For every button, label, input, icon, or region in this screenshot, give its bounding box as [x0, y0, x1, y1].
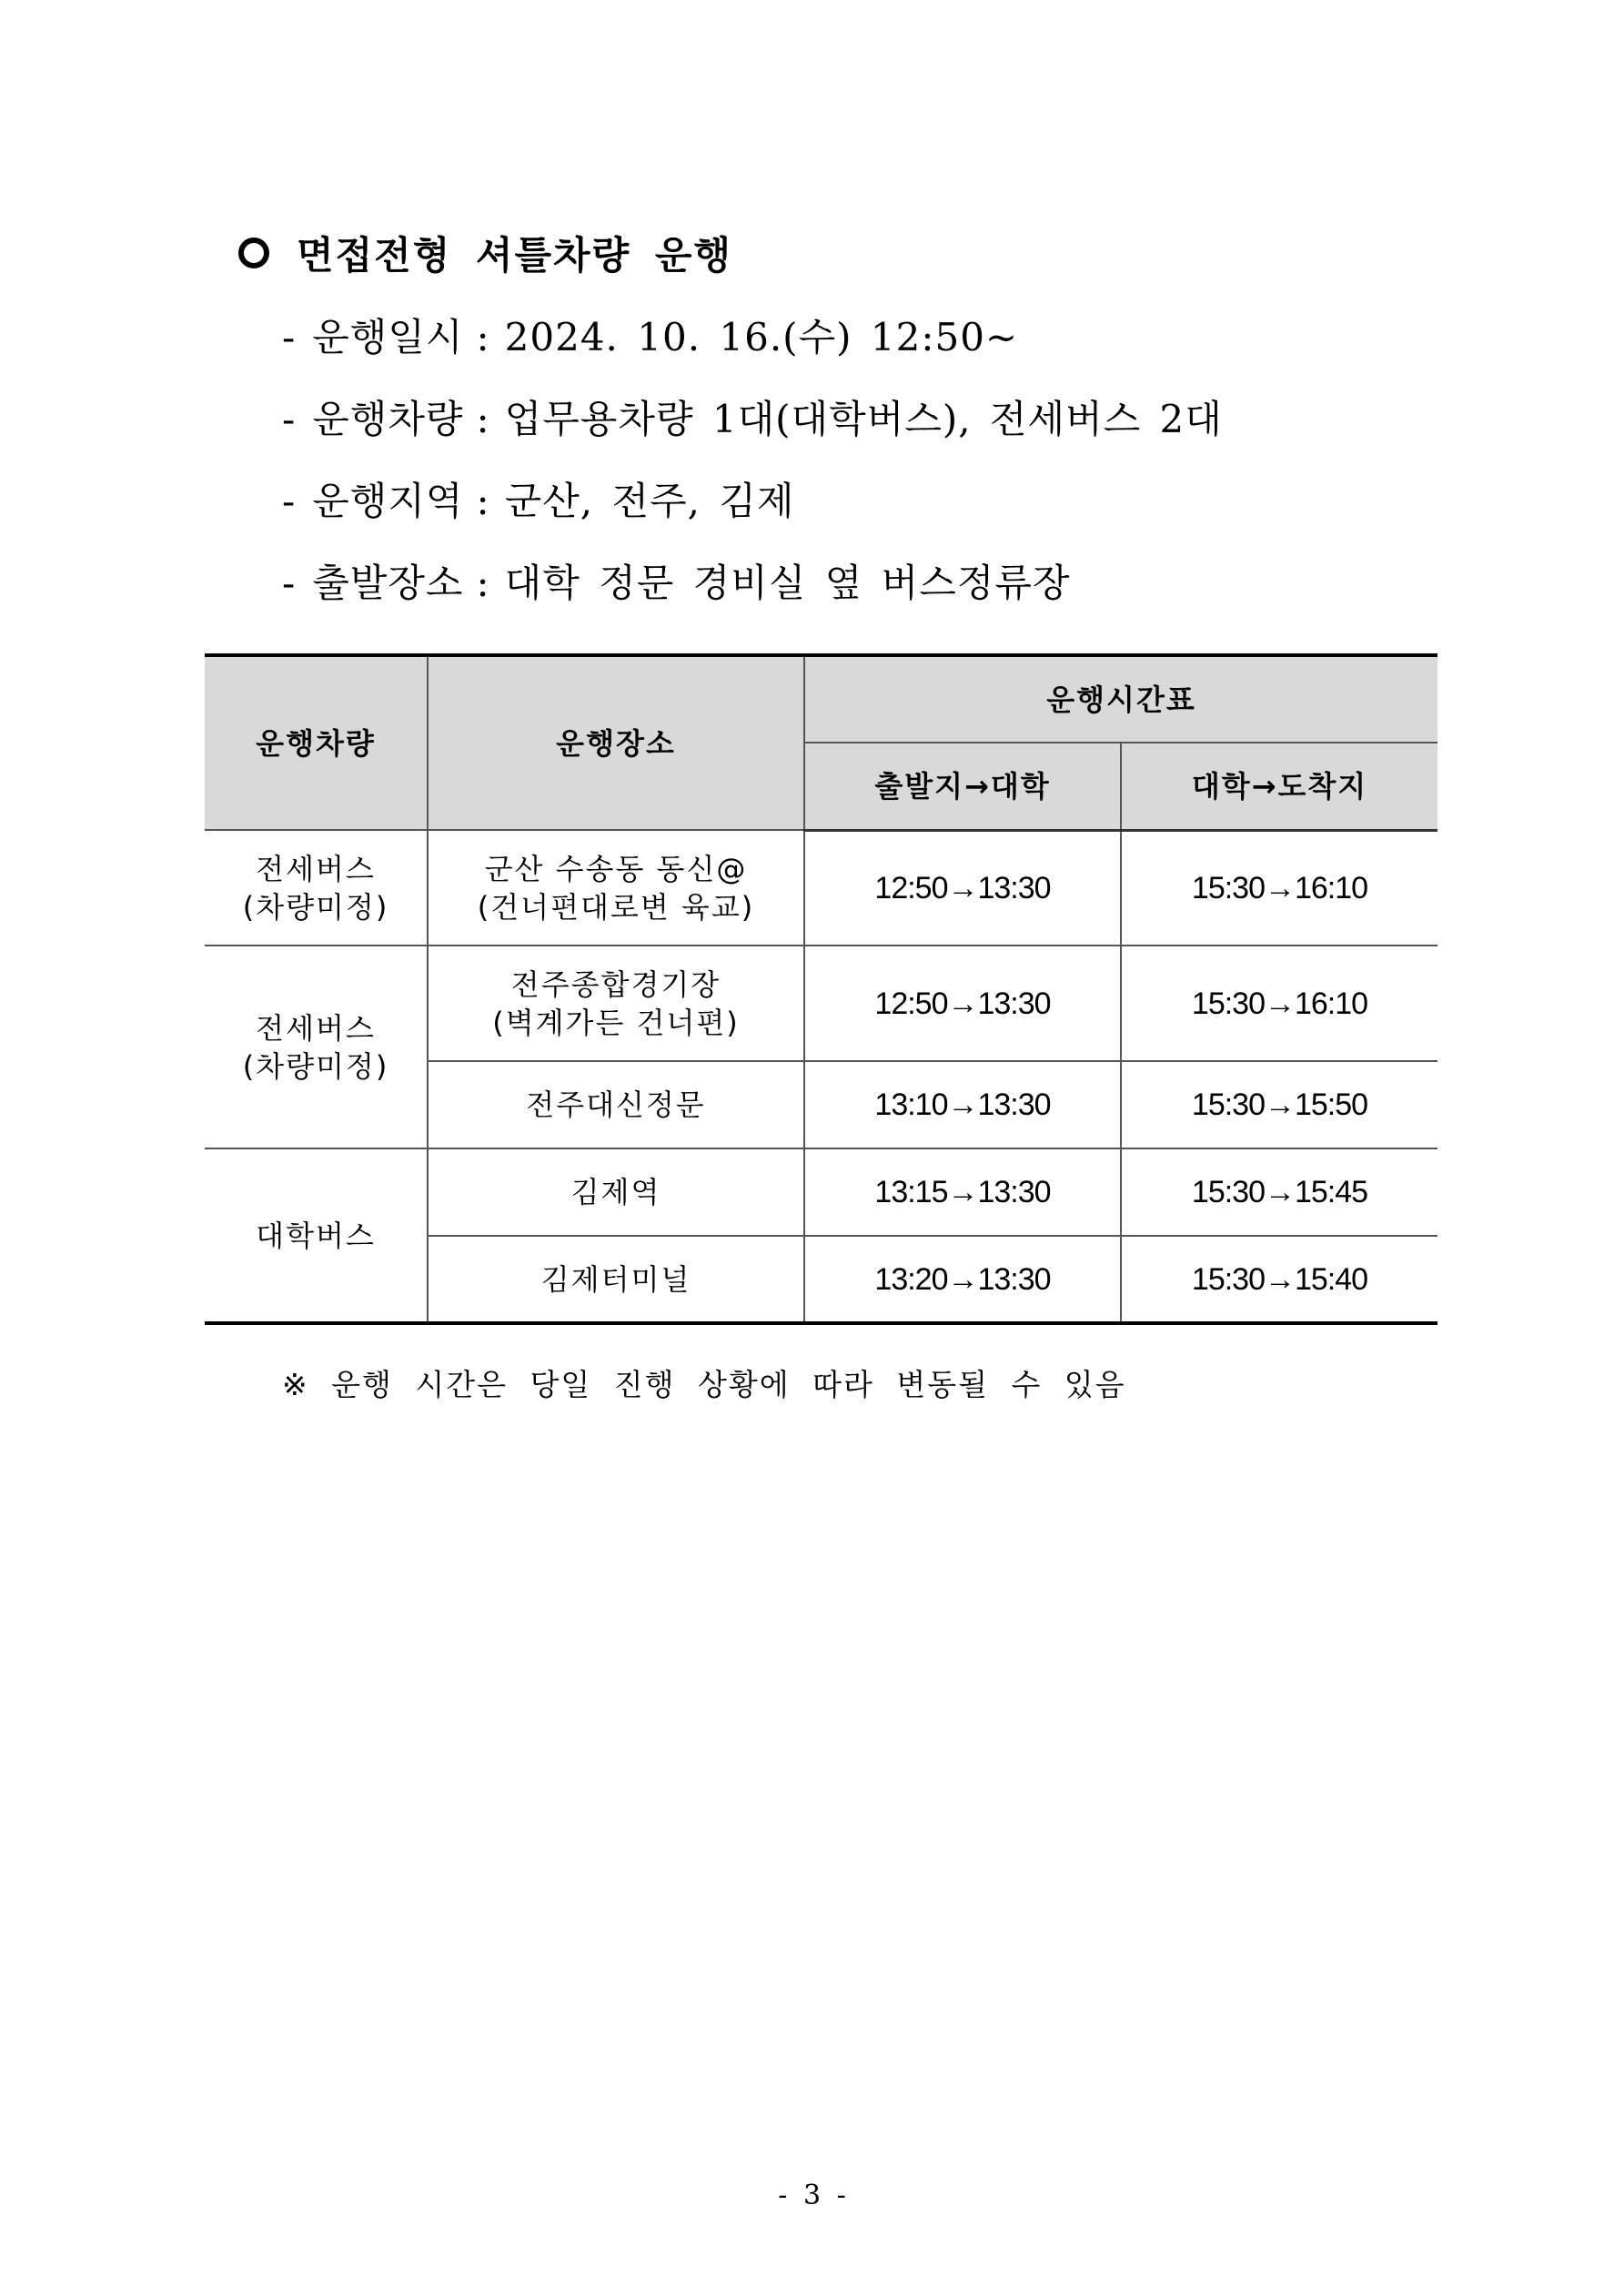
section-heading-text: 면접전형 셔틀차량 운행: [297, 233, 732, 278]
circle-bullet-icon: [238, 238, 269, 268]
detail-line-datetime: - 운행일시 : 2024. 10. 16.(수) 12:50~: [282, 315, 1019, 359]
detail-line-departure: - 출발장소 : 대학 정문 경비실 옆 버스정류장: [282, 561, 1071, 605]
header-place: 운행장소: [428, 655, 804, 830]
table-row: [205, 1148, 1437, 1236]
page-number: - 3 -: [778, 2180, 846, 2211]
place-cell: 김제역: [428, 1148, 804, 1236]
inbound-time-cell: 15:30→15:40: [1121, 1236, 1437, 1323]
section-heading: [238, 226, 732, 280]
inbound-time-cell: 15:30→16:10: [1121, 946, 1437, 1061]
place-cell: 군산 수송동 동신@ (건너편대로변 육교): [428, 830, 804, 946]
detail-value: 2024. 10. 16.(수) 12:50~: [504, 315, 1019, 359]
shuttle-schedule-table: [205, 653, 1437, 1325]
vehicle-cell: 대학버스: [205, 1148, 428, 1323]
detail-label: 출발장소: [312, 561, 464, 605]
place-cell: 김제터미널: [428, 1236, 804, 1323]
detail-line-vehicles: - 운행차량 : 업무용차량 1대(대학버스), 전세버스 2대: [282, 397, 1223, 441]
outbound-time-cell: 13:20→13:30: [804, 1236, 1121, 1323]
outbound-time-cell: 13:10→13:30: [804, 1061, 1121, 1148]
detail-value: 업무용차량 1대(대학버스), 전세버스 2대: [504, 397, 1223, 441]
detail-label: 운행지역: [312, 479, 464, 523]
detail-value: 군산, 전주, 김제: [504, 479, 795, 523]
inbound-time-cell: 15:30→16:10: [1121, 830, 1437, 946]
header-vehicle: 운행차량: [205, 655, 428, 830]
inbound-time-cell: 15:30→15:45: [1121, 1148, 1437, 1236]
vehicle-cell: 전세버스 (차량미정): [205, 830, 428, 946]
vehicle-cell: 전세버스 (차량미정): [205, 946, 428, 1148]
detail-label: 운행일시: [312, 315, 464, 359]
detail-value: 대학 정문 경비실 옆 버스정류장: [504, 561, 1071, 605]
table-header-row: [205, 655, 1437, 743]
outbound-time-cell: 12:50→13:30: [804, 946, 1121, 1061]
table-row: [205, 946, 1437, 1061]
header-outbound: 출발지→대학: [804, 743, 1121, 830]
place-cell: 전주종합경기장 (벽계가든 건너편): [428, 946, 804, 1061]
place-cell: 전주대신정문: [428, 1061, 804, 1148]
header-inbound: 대학→도착지: [1121, 743, 1437, 830]
header-timetable: 운행시간표: [804, 655, 1437, 743]
schedule-note: ※ 운행 시간은 당일 진행 상황에 따라 변동될 수 있음: [282, 1367, 1126, 1402]
outbound-time-cell: 13:15→13:30: [804, 1148, 1121, 1236]
detail-line-regions: - 운행지역 : 군산, 전주, 김제: [282, 479, 795, 523]
outbound-time-cell: 12:50→13:30: [804, 830, 1121, 946]
detail-label: 운행차량: [312, 397, 464, 441]
table-row: [205, 830, 1437, 946]
inbound-time-cell: 15:30→15:50: [1121, 1061, 1437, 1148]
